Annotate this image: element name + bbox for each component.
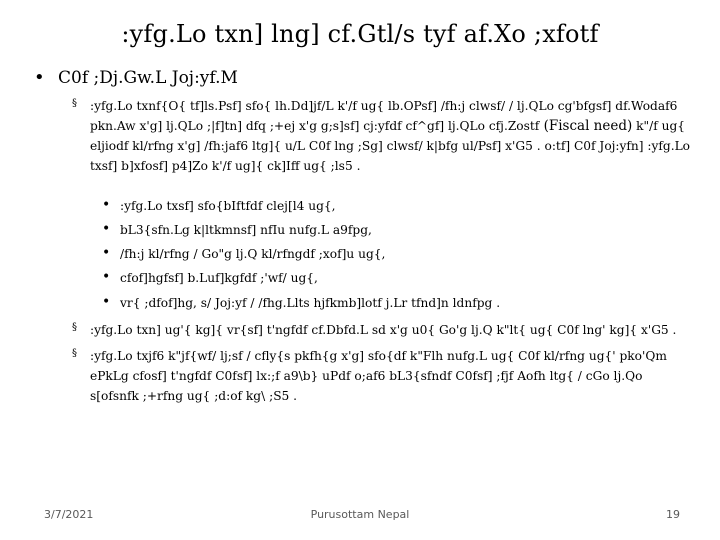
list-item-text: :yfg.Lo txsf] sfo{bIftfdf clej[l4 ug{,	[120, 199, 336, 213]
paragraph-3-text: :yfg.Lo txjf6 k"jf{wf/ lj;sf / cfly{s pkfh{g x'g] sfo{df k"Flh nufg.L ug{ C0f kl/rfng ug{' pko'Qm ePkLg cfosf] t'ngfdf C0fsf] lx:;f a9\b} uPdf o;af6 bL3{sfndf C0fsf] ;fjf Aofh ltg{ / cGo lj.Qo s[ofsnfk ;+rfng ug{ ;d:of kg\ ;S5 .	[90, 349, 667, 403]
slide-title: :yfg.Lo txn] lng] cf.Gtl/s tyf af.Xo ;xfotf	[121, 20, 599, 48]
fiscal-need-term: (Fiscal need)	[539, 118, 633, 134]
paragraph-2-text: :yfg.Lo txn] ug'{ kg]{ vr{sf] t'ngfdf cf.Dbfd.L sd x'g u0{ Go'g lj.Q k"lt{ ug{ C0f lng' kg]{ x'G5 .	[90, 323, 677, 337]
round-bullet-icon: •	[34, 67, 45, 88]
dot-bullet-icon: •	[102, 294, 111, 310]
list-item-text: /fh:j kl/rfng / Go"g lj.Q kl/rfngdf ;xof]u ug{,	[120, 247, 386, 261]
square-bullet-icon: §	[72, 348, 77, 359]
list-item	[102, 244, 662, 264]
list-item	[102, 268, 662, 288]
paragraph-1-text	[90, 96, 692, 176]
paragraph-1-main: :yfg.Lo txnf{O{ tf]ls.Psf] sfo{ lh.Dd]jf/L k'/f ug{ lb.OPsf] /fh:j clwsf/ / lj.QLo cg'bfgsf] df.Wodaf6 pkn.Aw x'g] lj.QLo ;|f]tn] dfq ;+ej x'g g;s]sf] cj:yfdf cf^gf] lj.QLo cfj.Zostf	[90, 99, 678, 133]
paragraph-1	[72, 96, 692, 176]
heading-text: C0f ;Dj.Gw.L Joj:yf.M	[58, 68, 238, 88]
footer-author: Purusottam Nepal	[310, 508, 410, 521]
paragraph-3	[72, 346, 692, 406]
paragraph-2	[72, 320, 692, 340]
dot-bullet-icon: •	[102, 269, 111, 285]
list-item-text: cfof]hgfsf] b.Luf]kgfdf ;'wf/ ug{,	[120, 271, 318, 285]
square-bullet-icon: §	[72, 322, 77, 333]
list-item-text: vr{ ;dfof]hg, s/ Joj:yf / /fhg.Llts hjfkmb]lotf j.Lr tfnd]n ldnfpg .	[120, 296, 501, 310]
footer-page-number: 19	[666, 508, 680, 521]
list-item	[102, 220, 662, 240]
dot-bullet-icon: •	[102, 197, 111, 213]
list-item-text: bL3{sfn.Lg k|ltkmnsf] nfIu nufg.L a9fpg,	[120, 223, 372, 237]
square-bullet-icon: §	[72, 98, 77, 109]
paragraph-1-end: k"/f ug{ eljiodf kl/rfng x'g] /fh:jaf6 ltg]{ u/L C0f lng ;Sg] clwsf/ k|bfg ul/Psf] x'G5 . o:tf] C0f Joj:yfn] :yfg.Lo txsf] b]xfosf] p4]Zo k'/f ug]{ ck]Iff ug{ ;ls5 .	[90, 119, 691, 173]
footer-date: 3/7/2021	[44, 508, 94, 521]
list-item	[102, 293, 662, 313]
dot-bullet-icon: •	[102, 221, 111, 237]
list-item	[102, 196, 662, 216]
dot-bullet-icon: •	[102, 245, 111, 261]
